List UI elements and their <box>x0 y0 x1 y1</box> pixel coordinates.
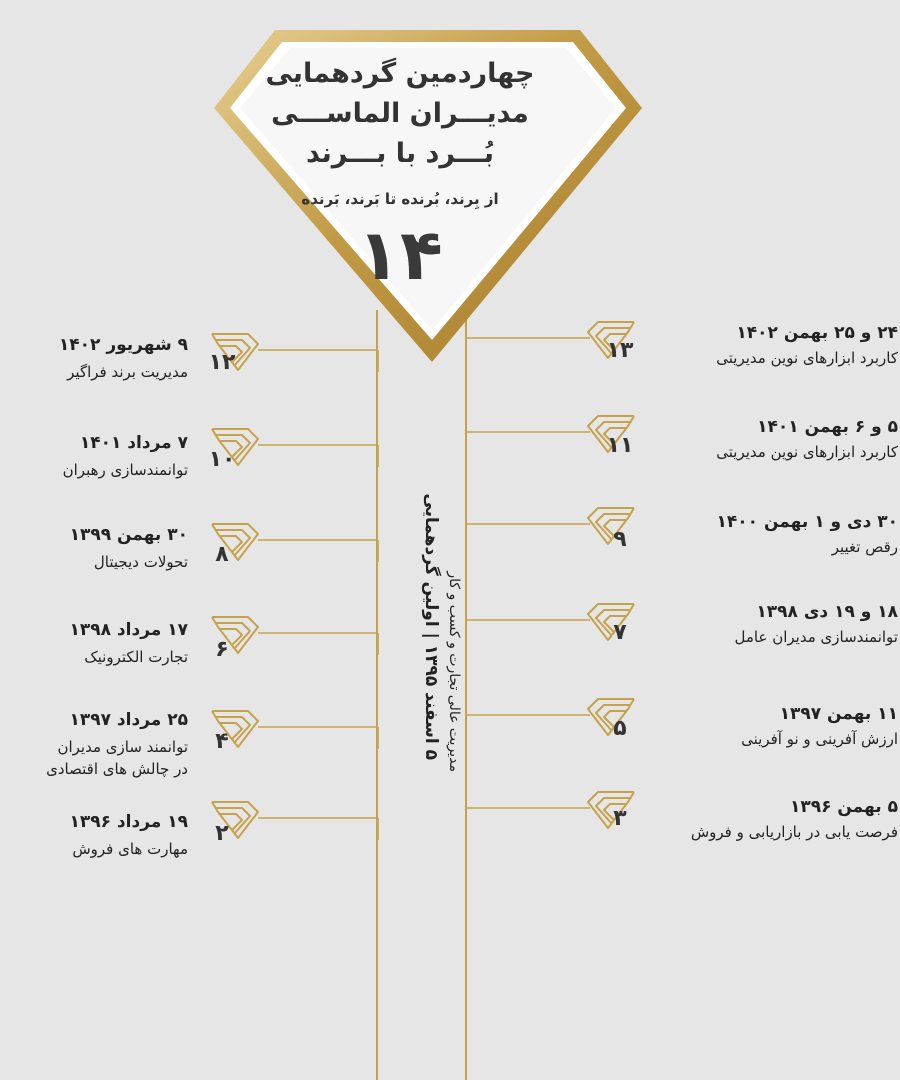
event-left-4 <box>46 710 188 780</box>
event-desc: فرصت یابی در بازاریابی و فروش <box>690 823 898 841</box>
event-date: ۵ و ۶ بهمن ۱۴۰۱ <box>757 417 898 437</box>
event-right-11 <box>662 417 898 463</box>
event-desc: توانمندسازی رهبران <box>62 461 188 479</box>
event-desc: کاربرد ابزارهای نوین مدیریتی <box>716 349 898 367</box>
event-left-8 <box>70 525 188 573</box>
event-left-6 <box>70 620 189 668</box>
badge-number-6: ۶ <box>215 637 229 662</box>
event-left-2 <box>70 812 189 860</box>
event-date: ۹ شهریور ۱۴۰۲ <box>58 335 188 355</box>
first-event-line-1: ۵ اسفند ۱۳۹۵ | اولین گردهمایی <box>421 493 441 760</box>
event-right-9 <box>662 512 898 558</box>
event-date: ۲۵ مرداد ۱۳۹۷ <box>69 710 188 730</box>
event-right-13 <box>662 323 898 369</box>
event-left-10 <box>63 433 188 481</box>
event-desc: مهارت های فروش <box>72 840 188 858</box>
badge-number-9: ۹ <box>613 527 627 552</box>
badge-number-10: ۱۰ <box>208 447 236 472</box>
title-subtitle: از بِرند، بُرنده تا بَرند، بَرنده <box>301 190 499 208</box>
event-date: ۷ مرداد ۱۴۰۱ <box>79 433 188 453</box>
badge-number-3: ۳ <box>613 806 627 831</box>
event-date: ۱۹ مرداد ۱۳۹۶ <box>69 812 188 832</box>
title-line-2: مدیـــران الماســـی <box>271 98 529 129</box>
event-right-7 <box>662 602 898 648</box>
badge-number-7: ۷ <box>613 620 627 645</box>
badge-number-8: ۸ <box>215 542 229 567</box>
event-desc: تجارت الکترونیک <box>84 648 188 666</box>
event-date: ۵ بهمن ۱۳۹۶ <box>789 797 898 817</box>
badge-number-11: ۱۱ <box>606 433 634 458</box>
event-desc: رقص تغییر <box>831 538 898 556</box>
badge-number-4: ۴ <box>215 729 229 754</box>
event-desc: توانمندسازی مدیران عامل <box>734 628 898 646</box>
event-desc: کاربرد ابزارهای نوین مدیریتی <box>716 443 898 461</box>
event-date: ۲۴ و ۲۵ بهمن ۱۴۰۲ <box>736 323 898 343</box>
event-desc: ارزش آفرینی و نو آفرینی <box>741 730 898 748</box>
event-left-12 <box>59 335 188 383</box>
event-desc: تحولات دیجیتال <box>93 553 188 571</box>
edition-number: ۱۴ <box>357 214 443 296</box>
event-date: ۳۰ دی و ۱ بهمن ۱۴۰۰ <box>716 512 898 532</box>
event-date: ۳۰ بهمن ۱۳۹۹ <box>69 525 188 545</box>
title-line-1: چهاردمین گردهمایی <box>265 58 535 89</box>
badge-number-12: ۱۲ <box>208 350 236 375</box>
badge-number-5: ۵ <box>613 716 627 741</box>
badge-number-2: ۲ <box>215 821 229 846</box>
first-event-label <box>406 493 466 1050</box>
event-date: ۱۷ مرداد ۱۳۹۸ <box>69 620 188 640</box>
first-event-line-2: مدیریت عالی تجارت و کسب و کار <box>446 571 462 772</box>
event-date: ۱۸ و ۱۹ دی ۱۳۹۸ <box>756 602 898 622</box>
title-line-3: بُـــرد با بـــرند <box>306 138 494 169</box>
event-desc: مدیریت برند فراگیر <box>67 363 188 381</box>
event-right-3 <box>662 797 898 843</box>
badge-number-13: ۱۳ <box>606 338 634 363</box>
event-right-5 <box>662 704 898 750</box>
event-desc: توانمند سازی مدیران در چالش های اقتصادی <box>46 738 188 778</box>
event-date: ۱۱ بهمن ۱۳۹۷ <box>779 704 898 724</box>
